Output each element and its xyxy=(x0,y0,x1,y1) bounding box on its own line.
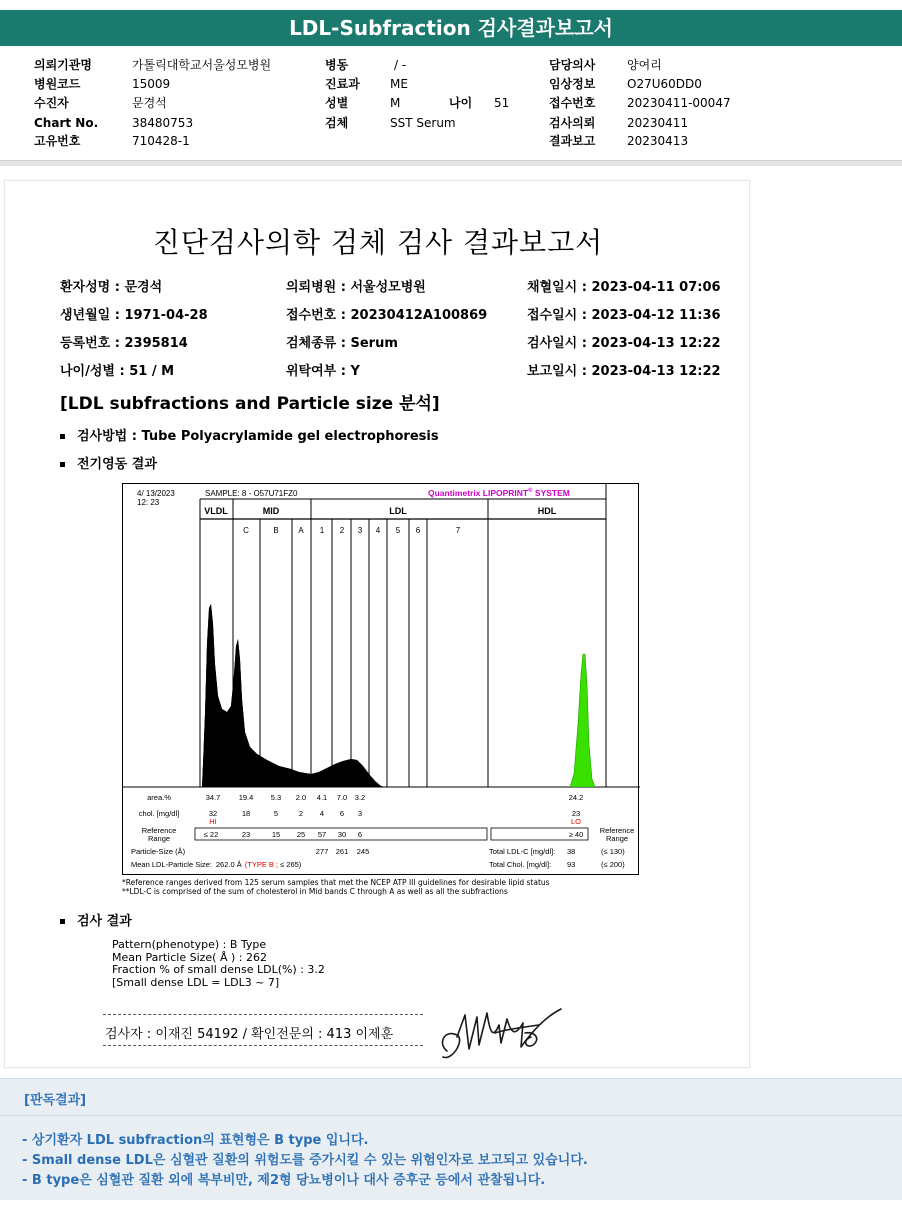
band-label: 1 xyxy=(319,526,325,535)
interpretation-divider xyxy=(0,1115,902,1116)
age-value: 51 xyxy=(494,96,510,110)
header-value: ME xyxy=(390,77,408,91)
total-chol-label: Total Chol. [mg/dl]: xyxy=(489,860,552,869)
patient-info: 환자성명 : 문경석 xyxy=(60,280,163,295)
area-label: area.% xyxy=(147,793,171,802)
electrophoresis-trace xyxy=(202,604,595,787)
signature-divider xyxy=(103,1045,423,1046)
header-row xyxy=(0,132,902,151)
header-key: 임상정보 xyxy=(549,77,596,91)
area-value: 34.7 xyxy=(205,793,221,802)
header-row xyxy=(0,114,902,133)
header-value: 20230411 xyxy=(627,116,689,130)
age-key: 나이 xyxy=(449,96,473,110)
band-label: A xyxy=(298,526,304,535)
interpretation-heading: [판독결과] xyxy=(24,1093,87,1108)
result-line: Mean Particle Size( Å ) : 262 xyxy=(112,950,267,964)
chol-value: 2 xyxy=(298,809,304,818)
header-key: 접수번호 xyxy=(549,96,596,110)
band-label: 7 xyxy=(455,526,461,535)
area-value: 3.2 xyxy=(354,793,366,802)
fig-brand xyxy=(428,487,570,498)
area-value: 19.4 xyxy=(238,793,254,802)
chol-flag-lo: LO xyxy=(570,817,582,826)
bullet-icon xyxy=(60,434,65,439)
electro-item xyxy=(60,453,157,472)
header-row xyxy=(0,56,902,75)
ref-label: Reference xyxy=(141,826,177,835)
total-chol-value: 93 xyxy=(567,860,576,869)
ref-value: ≤ 22 xyxy=(203,830,219,839)
method-item xyxy=(60,425,439,444)
band-label: 5 xyxy=(395,526,401,535)
electrophoresis-chart xyxy=(123,484,640,876)
total-ldl-value: 38 xyxy=(567,847,576,856)
area-value: 5.3 xyxy=(270,793,282,802)
method-text: 검사방법 : Tube Polyacrylamide gel electrophoresis xyxy=(77,429,439,444)
patient-info: 위탁여부 : Y xyxy=(286,364,360,379)
interpretation-line: - B type은 심혈관 질환 외에 복부비만, 제2형 당뇨병이나 대사 증후군 등에서 관찰됩니다. xyxy=(22,1173,546,1188)
chol-value: 5 xyxy=(273,809,279,818)
ref-value: 6 xyxy=(357,830,363,839)
fig-time: 12: 23 xyxy=(137,498,160,507)
chol-value: 3 xyxy=(357,809,363,818)
ref-value: 23 xyxy=(241,830,251,839)
electro-title: 전기영동 결과 xyxy=(77,457,157,472)
header-value: 양여리 xyxy=(627,58,662,72)
patient-info: 의뢰병원 : 서울성모병원 xyxy=(286,280,426,295)
mean-tail: ≤ 265) xyxy=(280,860,302,869)
header-value: O27U60DD0 xyxy=(627,77,702,91)
header-key: 결과보고 xyxy=(549,134,596,148)
header-row xyxy=(0,94,902,113)
header-key: 병동 xyxy=(325,58,349,72)
result-title: 검사 결과 xyxy=(77,914,132,929)
bullet-icon xyxy=(60,462,65,467)
area-hdl: 24.2 xyxy=(568,793,584,802)
result-line: Fraction % of small dense LDL(%) : 3.2 xyxy=(112,963,325,976)
window-title: LDL-Subfraction 검사결과보고서 xyxy=(0,10,902,46)
interpretation-panel xyxy=(0,1078,902,1200)
fig-brand-name: Quantimetrix LIPOPRINT xyxy=(428,488,529,498)
header-key: 검사의뢰 xyxy=(549,116,596,130)
header-value: 가톨릭대학교서울성모병원 xyxy=(132,58,272,72)
signature-divider xyxy=(103,1014,423,1015)
patient-info: 등록번호 : 2395814 xyxy=(60,336,188,351)
band-label: 2 xyxy=(339,526,345,535)
ref-value: 30 xyxy=(337,830,347,839)
group-ldl: LDL xyxy=(389,506,407,516)
total-ldl-label: Total LDL-C [mg/dl]: xyxy=(489,847,556,856)
mean-size-line xyxy=(131,860,302,869)
group-mid: MID xyxy=(262,506,280,516)
interpretation-line: - 상기환자 LDL subfraction의 표현형은 B type 입니다. xyxy=(22,1133,369,1148)
handwritten-signature xyxy=(435,1003,570,1065)
band-label: 4 xyxy=(375,526,381,535)
patient-info: 생년월일 : 1971-04-28 xyxy=(60,308,208,323)
total-ldl-ref: (≤ 130) xyxy=(601,847,625,856)
ref-value: 25 xyxy=(296,830,306,839)
chol-value: 18 xyxy=(241,809,251,818)
mean-label: Mean LDL-Particle Size: xyxy=(131,860,212,869)
section-title: [LDL subfractions and Particle size 분석] xyxy=(60,394,440,414)
header-value: 710428-1 xyxy=(132,134,190,148)
report-document xyxy=(4,180,750,1068)
figure-notes xyxy=(122,878,550,896)
patient-info: 접수일시 : 2023-04-12 11:36 xyxy=(527,308,721,323)
fig-date: 4/ 13/2023 xyxy=(137,489,175,498)
header-key: 의뢰기관명 xyxy=(34,58,92,72)
chol-hdl: 23 xyxy=(571,809,581,818)
header-key: 병원코드 xyxy=(34,77,81,91)
header-key: 성별 xyxy=(325,96,349,110)
ref-hdl: ≥ 40 xyxy=(568,830,584,839)
band-dividers xyxy=(200,484,606,787)
header-value: SST Serum xyxy=(390,116,456,130)
figure-note: *Reference ranges derived from 125 serum samples that met the NCEP ATP III guidelines for desirable lipid status xyxy=(122,878,550,887)
header-value: 20230413 xyxy=(627,134,689,148)
ref-label: Range xyxy=(605,834,629,843)
ref-label: Range xyxy=(147,834,171,843)
chol-label: chol. [mg/dl] xyxy=(138,809,180,818)
particle-label: Particle-Size (Å) xyxy=(131,847,186,856)
group-vldl: VLDL xyxy=(204,506,228,516)
header-value: M xyxy=(390,96,401,110)
band-label: 3 xyxy=(357,526,363,535)
particle-value: 245 xyxy=(356,847,370,856)
hdl-peak xyxy=(570,654,595,787)
header-divider xyxy=(0,160,902,166)
mean-type: (TYPE B ; xyxy=(244,860,279,869)
patient-info: 채혈일시 : 2023-04-11 07:06 xyxy=(527,280,721,295)
signer-text: 검사자 : 이재진 54192 / 확인전문의 : 413 이제훈 xyxy=(105,1027,394,1042)
chol-value: 4 xyxy=(319,809,325,818)
particle-value: 277 xyxy=(315,847,329,856)
bullet-icon xyxy=(60,919,65,924)
band-label: 6 xyxy=(415,526,421,535)
header-key: Chart No. xyxy=(34,116,99,130)
header-row xyxy=(0,75,902,94)
electrophoresis-figure xyxy=(122,483,639,875)
header-key: 고유번호 xyxy=(34,134,81,148)
result-lines xyxy=(112,939,325,989)
fig-brand-tail: SYSTEM xyxy=(532,488,570,498)
header-value: 15009 xyxy=(132,77,171,91)
patient-info: 접수번호 : 20230412A100869 xyxy=(286,308,488,323)
total-chol-ref: (≤ 200) xyxy=(601,860,625,869)
ref-label: Reference xyxy=(599,826,635,835)
group-hdl: HDL xyxy=(537,506,557,516)
header-value: 문경석 xyxy=(132,96,167,110)
header-key: 담당의사 xyxy=(549,58,596,72)
header-value: / - xyxy=(394,58,407,72)
header-value: 38480753 xyxy=(132,116,194,130)
band-label: C xyxy=(243,526,249,535)
header-key: 진료과 xyxy=(325,77,360,91)
ref-value: 15 xyxy=(271,830,281,839)
interpretation-line: - Small dense LDL은 심혈관 질환의 위험도를 증가시킬 수 있는 위험인자로 보고되고 있습니다. xyxy=(22,1153,588,1168)
area-value: 7.0 xyxy=(336,793,348,802)
result-item xyxy=(60,910,132,929)
report-title: 진단검사의학 검체 검사 결과보고서 xyxy=(152,226,604,259)
ref-value: 57 xyxy=(317,830,327,839)
fig-sample: SAMPLE: 8 - O57U71FZ0 xyxy=(205,489,298,498)
area-value: 2.0 xyxy=(295,793,307,802)
figure-note: **LDL-C is comprised of the sum of cholesterol in Mid bands C through A as well as all the subfractions xyxy=(122,887,508,896)
area-value: 4.1 xyxy=(316,793,328,802)
band-label: B xyxy=(273,526,279,535)
result-line: [Small dense LDL = LDL3 ~ 7] xyxy=(112,975,280,989)
mean-value: 262.0 Å xyxy=(215,860,242,869)
result-line: Pattern(phenotype) : B Type xyxy=(112,938,267,951)
chol-flag-hi: HI xyxy=(209,817,217,826)
patient-info: 보고일시 : 2023-04-13 12:22 xyxy=(527,364,721,379)
patient-info: 검사일시 : 2023-04-13 12:22 xyxy=(527,336,721,351)
chol-value: 32 xyxy=(208,809,218,818)
fig-brand-reg: ® xyxy=(528,488,533,494)
header-key: 수진자 xyxy=(34,96,69,110)
chol-value: 6 xyxy=(339,809,345,818)
header-value: 20230411-00047 xyxy=(627,96,731,110)
particle-value: 261 xyxy=(335,847,349,856)
header-key: 검체 xyxy=(325,116,349,130)
patient-info: 검체종류 : Serum xyxy=(286,336,398,351)
patient-info: 나이/성별 : 51 / M xyxy=(60,364,175,379)
